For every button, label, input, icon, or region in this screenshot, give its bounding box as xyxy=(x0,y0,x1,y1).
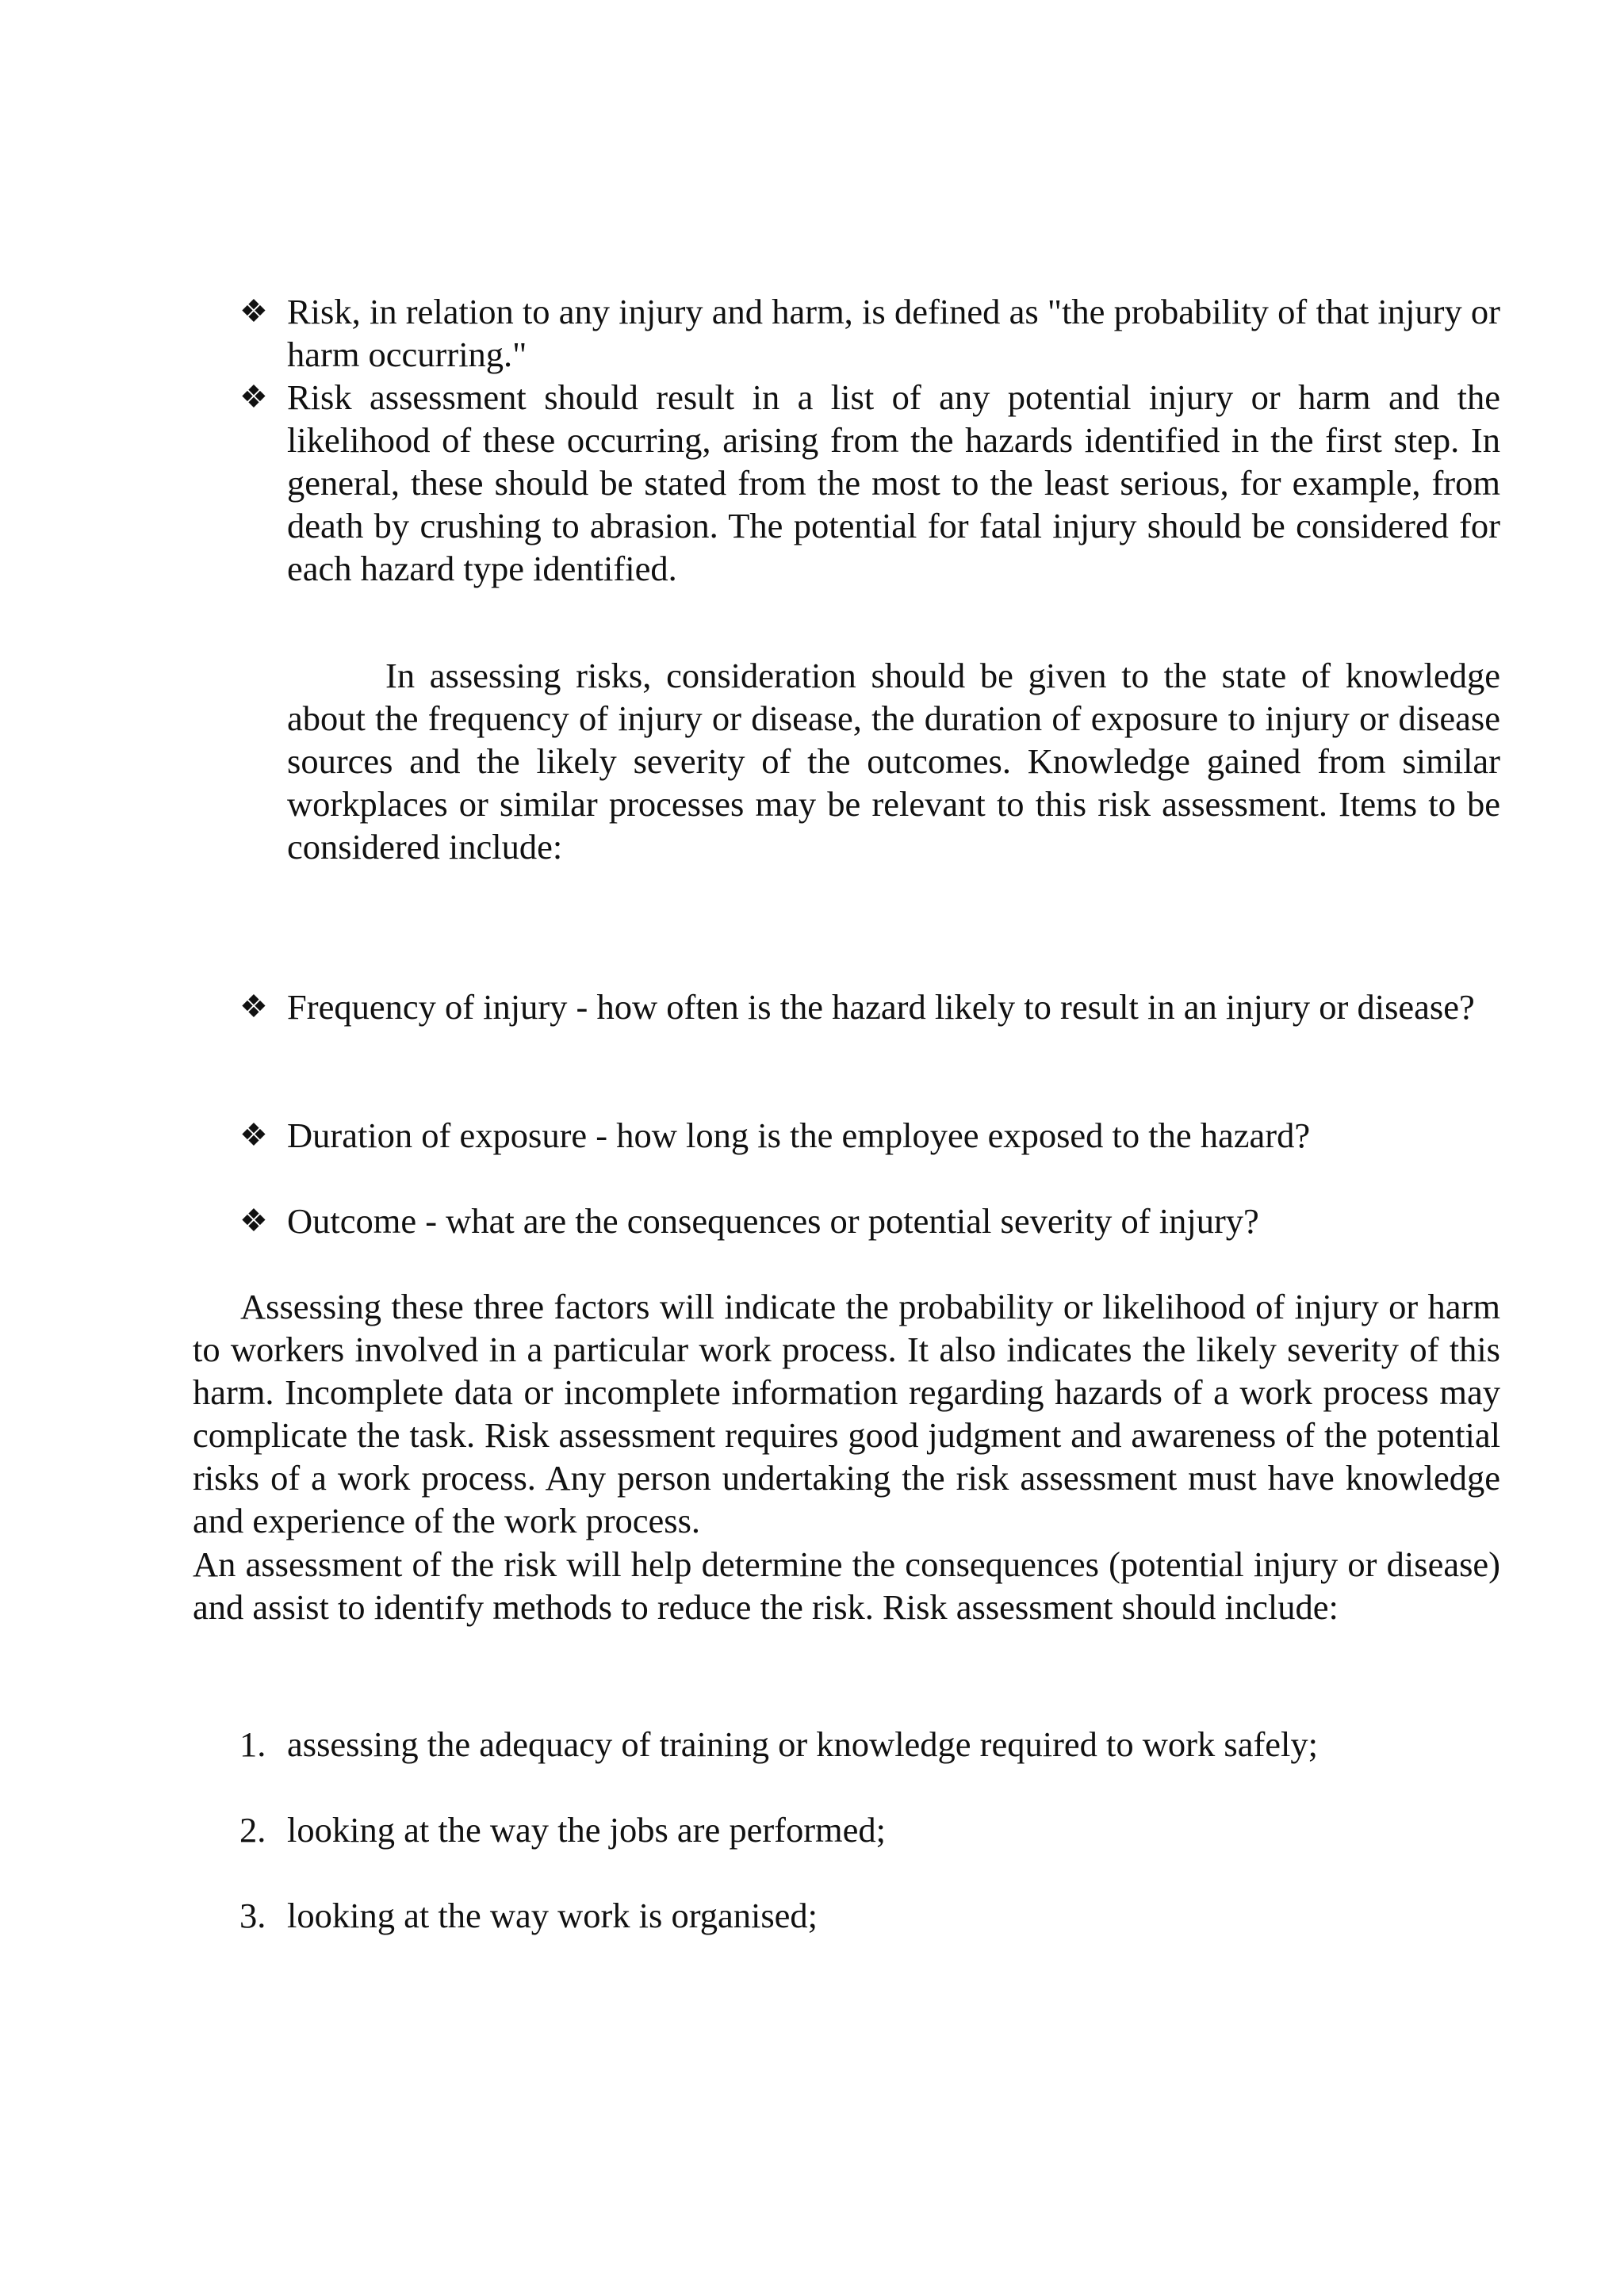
bullet-icon: ❖ xyxy=(239,293,268,329)
list-item-jobs-performed: looking at the way the jobs are performed; xyxy=(287,1810,887,1850)
bullet-icon: ❖ xyxy=(239,989,268,1024)
paragraph-assessing-risks: In assessing risks, consideration should be given to the state of knowledge about the frequency of injury or disease, the duration of exposure to injury or disease sources and the likely severity of the outcomes. Knowledge gained from similar workplaces or similar processes may be relevant to this risk assessment. Items to be considered include: xyxy=(287,656,1500,867)
paragraph-three-factors: Assessing these three factors will indicate the probability or likelihood of injury or harm to workers involved in a particular work process. It also indicates the likely severity of this harm. Incomplete data or incomplete information regarding hazards of a work process may complicate the task. Risk assessment requires good judgment and awareness of the potential risks of a work process. Any person undertaking the risk assessment must have knowledge and experience of the work process. xyxy=(193,1287,1500,1540)
list-number: 3. xyxy=(239,1896,266,1935)
bullet-icon: ❖ xyxy=(239,379,268,415)
bullet-outcome: Outcome - what are the consequences or potential severity of injury? xyxy=(287,1201,1259,1241)
bullet-frequency-of-injury: Frequency of injury - how often is the hazard likely to result in an injury or disease? xyxy=(287,987,1475,1027)
bullet-icon: ❖ xyxy=(239,1117,268,1153)
bullet-risk-assessment-result: Risk assessment should result in a list of any potential injury or harm and the likelihood of these occurring, arising from the hazards identified in the first step. In general, these should be stated from the most to the least serious, for example, from death by crushing to abrasion. The potential for fatal injury should be considered for each hazard type identified. xyxy=(287,377,1500,588)
bullet-risk-definition: Risk, in relation to any injury and harm, is defined as "the probability of that injury or harm occurring." xyxy=(287,292,1500,374)
bullet-icon: ❖ xyxy=(239,1203,268,1238)
list-number: 1. xyxy=(239,1724,266,1764)
bullet-duration-of-exposure: Duration of exposure - how long is the employee exposed to the hazard? xyxy=(287,1115,1311,1155)
list-item-work-organised: looking at the way work is organised; xyxy=(287,1896,818,1935)
paragraph-assessment-include: An assessment of the risk will help determine the consequences (potential injury or disease) and assist to identify methods to reduce the risk. Risk assessment should include: xyxy=(193,1544,1500,1627)
list-number: 2. xyxy=(239,1810,266,1850)
list-item-training: assessing the adequacy of training or knowledge required to work safely; xyxy=(287,1724,1318,1764)
